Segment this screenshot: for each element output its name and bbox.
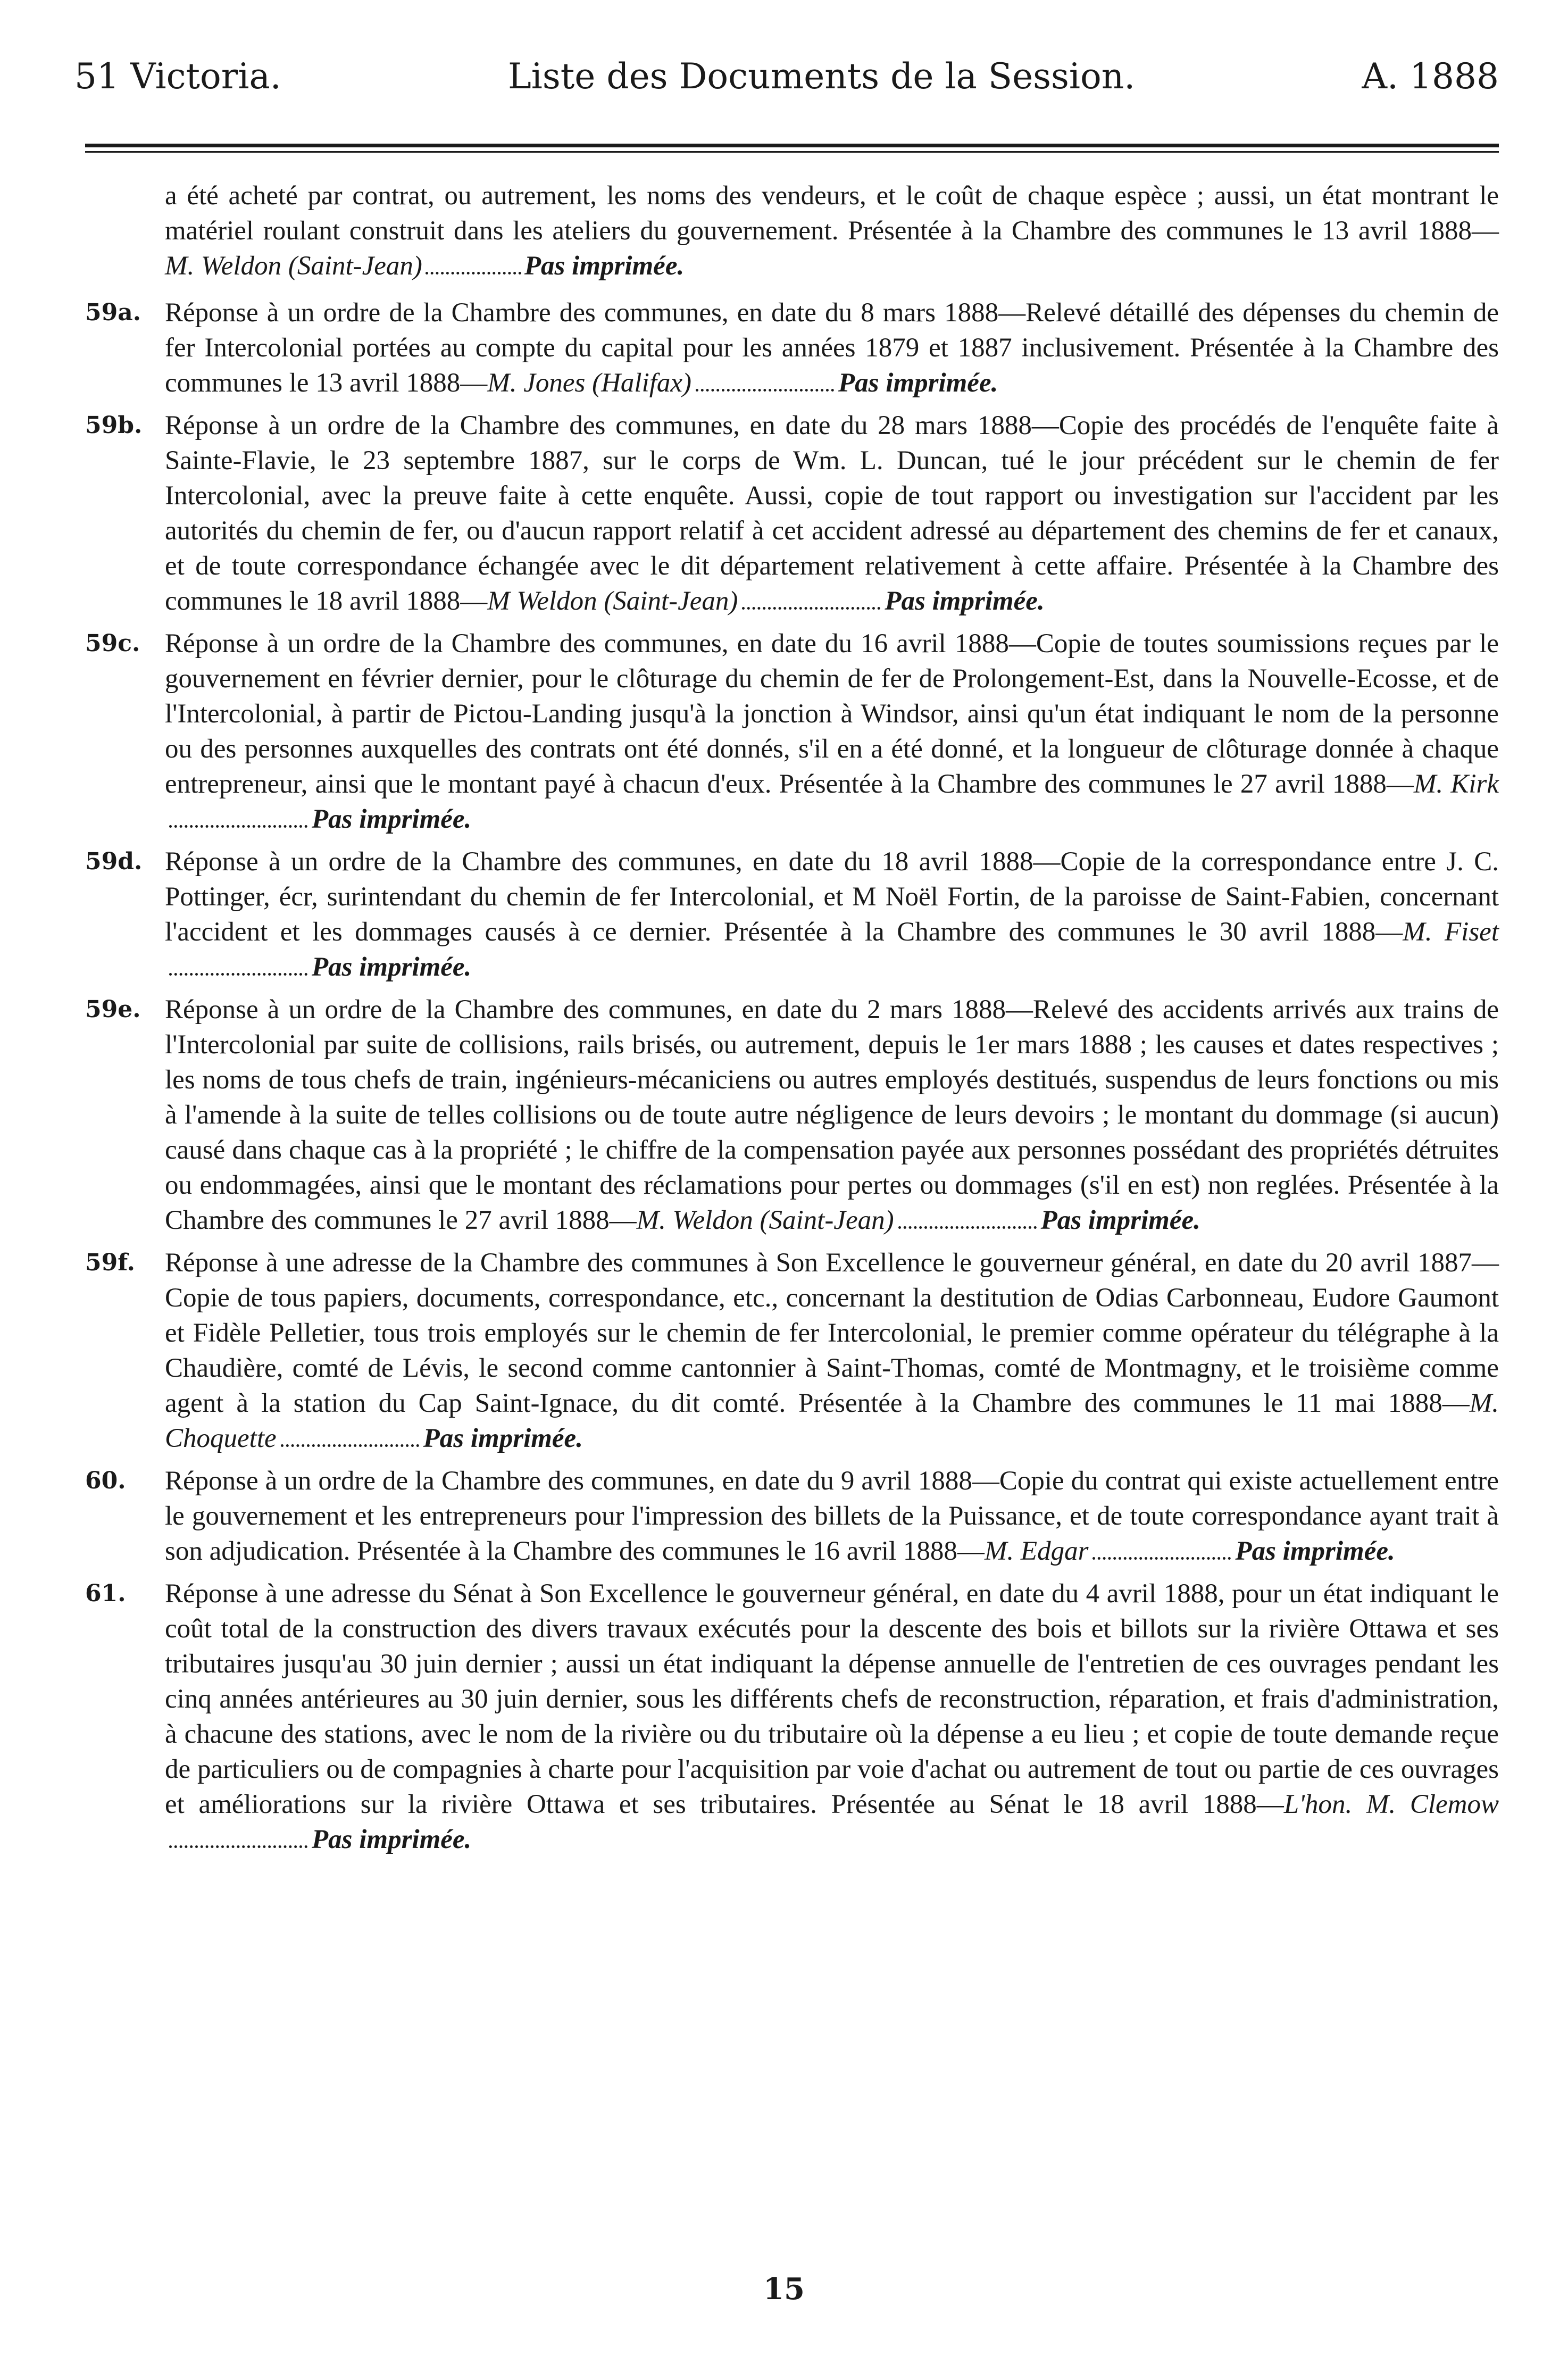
- entry-status: Pas imprimée.: [1040, 1205, 1200, 1235]
- entry-mover: L'hon. M. Clemow: [1283, 1790, 1499, 1819]
- entry-number: 59d.: [85, 848, 143, 875]
- header-right: A. 1888: [1362, 56, 1499, 97]
- entry-status: Pas imprimée.: [312, 952, 472, 982]
- header-rule-thin: [85, 151, 1499, 153]
- continuation-entry: [85, 178, 1499, 284]
- entry-number: 61.: [85, 1580, 126, 1607]
- entry-text: Réponse à un ordre de la Chambre des communes, en date du 2 mars 1888—Relevé des accidents arrivés aux trains de l'Intercolonial par suite de collisions, rails brisés, ou autrement, depuis le 1er mars 1888 ; les causes et dates respectives ; les noms de tous chefs de train, ingénieurs-mécaniciens ou autres employés destitués, suspendus de leurs fonctions ou mis à l'amende à la suite de telles collisions ou de toute autre négligence de leurs devoirs ; le montant du dommage (si aucun) causé dans chaque cas à la propriété ; le chiffre de la compensation payée aux personnes possédant des propriétés détruites ou endommagées, ainsi que le montant des réclamations pour pertes ou dommages (s'il en est) non reglées. Présentée à la Chambre des communes le 27 avril 1888—: [165, 995, 1499, 1235]
- entry-text: Réponse à une adresse du Sénat à Son Excellence le gouverneur général, en date du 4 avril 1888, pour un état indiquant le coût total de la construction des divers travaux exécutés pour la descente des bois et billots sur la rivière Ottawa et ses tributaires jusqu'au 30 juin dernier ; aussi un état indiquant la dépense annuelle de l'entretien de ces ouvrages pendant les cinq années antérieures au 30 juin dernier, sous les différents chefs de reconstruction, réparation, et frais d'administration, à chacune des stations, avec le nom de la rivière ou du tributaire où la dépense a eu lieu ; et copie de toute demande reçue de particuliers ou de compagnies à charte pour l'acquisition par voie d'achat ou autrement de tout ou partie de ces ouvrages et améliorations sur la rivière Ottawa et ses tributaires. Présentée au Sénat le 18 avril 1888—: [165, 1579, 1499, 1819]
- entry-number: 59e.: [85, 996, 141, 1023]
- list-item: [85, 626, 1499, 837]
- header-rule-thick: [85, 144, 1499, 147]
- entry-number: 59f.: [85, 1249, 135, 1276]
- entry-number: 59c.: [85, 630, 140, 657]
- page-number: 15: [763, 2271, 805, 2307]
- entry-text: Réponse à un ordre de la Chambre des communes, en date du 9 avril 1888—Copie du contrat qui existe actuellement entre le gouvernement et les entrepreneurs pour l'impression des billets de la Puissance, et de toute correspondance ayant trait à son adjudication. Présentée à la Chambre des communes le 16 avril 1888—: [165, 1466, 1499, 1566]
- entry-status: Pas imprimée.: [1235, 1536, 1395, 1566]
- leader-dots: [696, 389, 834, 392]
- document-list: [85, 178, 1499, 1865]
- entry-status: Pas imprimée.: [524, 251, 685, 281]
- entry-status: Pas imprimée.: [312, 804, 472, 834]
- entry-mover: M. Weldon (Saint-Jean): [636, 1205, 894, 1235]
- leader-dots: [169, 1845, 307, 1848]
- entry-text: Réponse à un ordre de la Chambre des communes, en date du 28 mars 1888—Copie des procédés de l'enquête faite à Sainte-Flavie, le 23 septembre 1887, sur le corps de Wm. L. Duncan, tué le jour précédent sur le chemin de fer Intercolonial, avec la preuve faite à cette enquête. Aussi, copie de tout rapport ou investigation sur l'accident par les autorités du chemin de fer, ou d'aucun rapport relatif à cet accident adressé au département des chemins de fer et canaux, et de toute correspondance échangée avec le dit département relativement à cette affaire. Présentée à la Chambre des communes le 18 avril 1888—: [165, 411, 1499, 616]
- list-item: [85, 295, 1499, 401]
- entry-text: Réponse à un ordre de la Chambre des communes, en date du 8 mars 1888—Relevé détaillé des dépenses du chemin de fer Intercolonial portées au compte du capital pour les années 1879 et 1887 inclusivement. Présentée à la Chambre des communes le 13 avril 1888—: [165, 298, 1499, 398]
- entry-text: Réponse à une adresse de la Chambre des communes à Son Excellence le gouverneur général, en date du 20 avril 1887—Copie de tous papiers, documents, correspondance, etc., concernant la destitution de Odias Carbonneau, Eudore Gaumont et Fidèle Pelletier, tous trois employés sur le chemin de fer Intercolonial, le premier comme opérateur du télégraphe à la Chaudière, comté de Lévis, le second comme cantonnier à Saint-Thomas, comté de Montmagny, et le troisième comme agent à la station du Cap Saint-Ignace, du dit comté. Présentée à la Chambre des communes le 11 mai 1888—: [165, 1248, 1499, 1418]
- header-title: Liste des Documents de la Session.: [507, 56, 1136, 97]
- leader-dots: [1092, 1557, 1231, 1560]
- leader-dots: [169, 825, 307, 828]
- entry-text: Réponse à un ordre de la Chambre des communes, en date du 16 avril 1888—Copie de toutes soumissions reçues par le gouvernement en février dernier, pour le clôturage du chemin de fer de Prolongement-Est, dans la Nouvelle-Ecosse, et de l'Intercolonial, à partir de Pictou-Landing jusqu'à la jonction à Windsor, ainsi qu'un état indiquant le nom de la personne ou des personnes auxquelles des contrats ont été donnés, s'il en a été donné, et la longueur de clôturage donnée à chaque entrepreneur, ainsi que le montant payé à chacun d'eux. Présentée à la Chambre des communes le 27 avril 1888—: [165, 629, 1499, 799]
- entry-number: 59b.: [85, 412, 143, 439]
- entry-status: Pas imprimée.: [838, 368, 998, 398]
- entry-mover: M Weldon (Saint-Jean): [487, 586, 738, 616]
- entry-number: 60.: [85, 1467, 126, 1494]
- entry-mover: M. Fiset: [1403, 917, 1499, 947]
- entry-mover: M. Kirk: [1413, 769, 1499, 799]
- entry-status: Pas imprimée.: [312, 1825, 472, 1854]
- leader-dots: [281, 1444, 419, 1447]
- list-item: [85, 1576, 1499, 1857]
- list-item: [85, 844, 1499, 985]
- list-item: [85, 408, 1499, 619]
- entry-tail: [165, 248, 684, 284]
- entry-text: a été acheté par contrat, ou autrement, les noms des vendeurs, et le coût de chaque espèce ; aussi, un état montrant le matériel roulant construit dans les ateliers du gouvernement. Présentée à la Chambre des communes le 13 avril 1888—: [165, 181, 1499, 246]
- leader-dots: [169, 973, 307, 976]
- header-left: 51 Victoria.: [74, 56, 281, 97]
- entry-status: Pas imprimée.: [885, 586, 1045, 616]
- entry-mover: M. Jones (Halifax): [487, 368, 692, 398]
- list-item: [85, 1463, 1499, 1569]
- page-header: [74, 56, 1499, 114]
- list-item: [85, 1245, 1499, 1456]
- leader-dots: [742, 607, 880, 610]
- leader-dots: [426, 272, 521, 274]
- entry-mover: M. Choquette: [165, 1388, 1499, 1453]
- entries-container: [85, 295, 1499, 1857]
- entry-text: Réponse à un ordre de la Chambre des communes, en date du 18 avril 1888—Copie de la correspondance entre J. C. Pottinger, écr, surintendant du chemin de fer Intercolonial, et M Noël Fortin, de la paroisse de Saint-Fabien, concernant l'accident et les dommages causés à ce dernier. Présentée à la Chambre des communes le 30 avril 1888—: [165, 847, 1499, 947]
- list-item: [85, 992, 1499, 1238]
- entry-number: 59a.: [85, 299, 141, 326]
- entry-mover: M. Weldon (Saint-Jean): [165, 251, 422, 281]
- entry-status: Pas imprimée.: [423, 1424, 583, 1453]
- leader-dots: [898, 1226, 1037, 1229]
- entry-mover: M. Edgar: [984, 1536, 1089, 1566]
